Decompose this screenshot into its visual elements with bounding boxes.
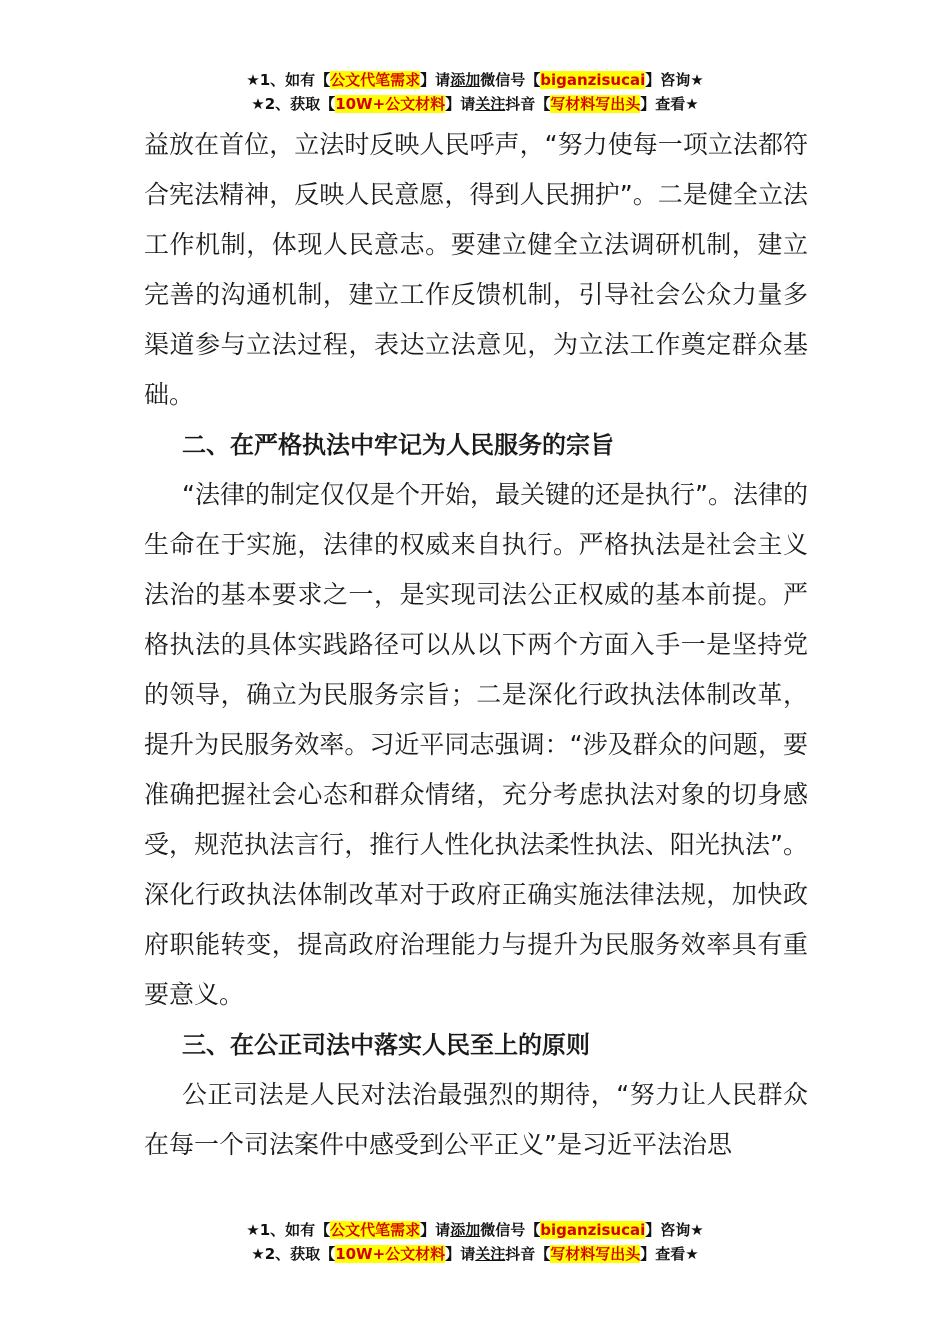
header-underline: 添加	[450, 71, 481, 89]
highlight-wechat-id: biganzisucai	[540, 1221, 646, 1239]
footer-text: 抖音【	[505, 1245, 551, 1263]
highlight-douyin-id: 写材料写出头	[550, 95, 641, 113]
header-text: 】请	[420, 71, 451, 89]
footer-text: 】查看★	[640, 1245, 699, 1263]
document-body	[144, 120, 808, 1170]
footer-underline: 添加	[450, 1221, 481, 1239]
footer-line-1	[0, 1218, 950, 1242]
paragraph-3: 公正司法是人民对法治最强烈的期待，“努力让人民群众在每一个司法案件中感受到公平正义”是习近平法治思	[144, 1080, 808, 1159]
footer-text: ★2、获取【	[251, 1245, 336, 1263]
footer-text: 】咨询★	[645, 1221, 704, 1239]
footer-text: 微信号【	[480, 1221, 541, 1239]
footer-text: 】请	[445, 1245, 476, 1263]
highlight-service: 公文代笔需求	[330, 1221, 421, 1239]
header-text: 抖音【	[505, 95, 551, 113]
header-line-2	[0, 92, 950, 116]
header-underline: 关注	[475, 95, 506, 113]
footer-underline: 关注	[475, 1245, 506, 1263]
header-text: ★1、如有【	[246, 71, 331, 89]
section-heading-2: 二、在严格执法中牢记为人民服务的宗旨	[182, 431, 614, 459]
paragraph-1: 益放在首位，立法时反映人民呼声，“努力使每一项立法都符合宪法精神，反映人民意愿，得到人民拥护”。二是健全立法工作机制，体现人民意志。要建立健全立法调研机制，建立完善的沟通机制，建立工作反馈机制，引导社会公众力量多渠道参与立法过程，表达立法意见，为立法工作奠定群众基础。	[144, 130, 808, 409]
footer-text: 】请	[420, 1221, 451, 1239]
highlight-wechat-id: biganzisucai	[540, 71, 646, 89]
highlight-douyin-id: 写材料写出头	[550, 1245, 641, 1263]
header-line-1	[0, 68, 950, 92]
header-text: ★2、获取【	[251, 95, 336, 113]
header-text: 】请	[445, 95, 476, 113]
highlight-materials: 10W+公文材料	[335, 95, 446, 113]
footer-line-2	[0, 1242, 950, 1266]
footer-text: ★1、如有【	[246, 1221, 331, 1239]
section-heading-3: 三、在公正司法中落实人民至上的原则	[182, 1031, 590, 1059]
page-footer-banner	[0, 1218, 950, 1266]
paragraph-2: “法律的制定仅仅是个开始，最关键的还是执行”。法律的生命在于实施，法律的权威来自执行。严格执法是社会主义法治的基本要求之一，是实现司法公正权威的基本前提。严格执法的具体实践路径可以从以下两个方面入手一是坚持党的领导，确立为民服务宗旨；二是深化行政执法体制改革，提升为民服务效率。习近平同志强调：“涉及群众的问题，要准确把握社会心态和群众情绪，充分考虑执法对象的切身感受，规范执法言行，推行人性化执法柔性执法、阳光执法”。深化行政执法体制改革对于政府正确实施法律法规，加快政府职能转变，提高政府治理能力与提升为民服务效率具有重要意义。	[144, 480, 808, 1009]
highlight-service: 公文代笔需求	[330, 71, 421, 89]
header-text: 】咨询★	[645, 71, 704, 89]
header-text: 】查看★	[640, 95, 699, 113]
page-header-banner	[0, 68, 950, 116]
highlight-materials: 10W+公文材料	[335, 1245, 446, 1263]
header-text: 微信号【	[480, 71, 541, 89]
